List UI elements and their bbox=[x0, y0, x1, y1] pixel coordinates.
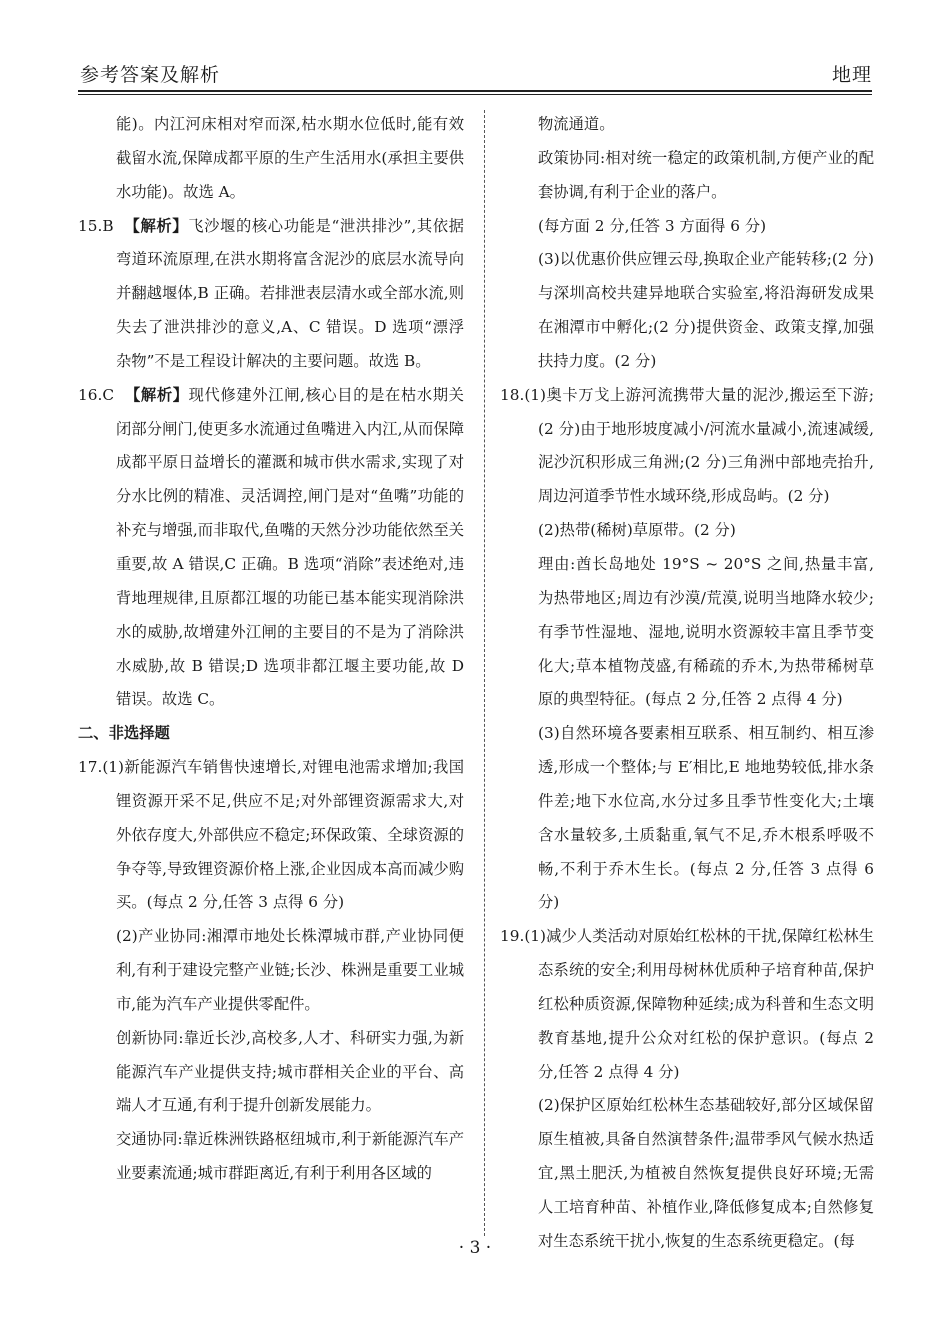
answer-19-part2: (2)保护区原始红松林生态基础较好,部分区域保留原生植被,具备自然演替条件;温带季风气候水热适宜,黑土肥沃,为植被自然恢复提供良好环境;无需人工培育种苗、补植作业,降低修复成本;自然修复对生态系统干扰小,恢复的生态系统更稳定。(每 bbox=[538, 1096, 874, 1250]
answer-16: 16.C 【解析】现代修建外江闸,核心目的是在枯水期关闭部分闸门,使更多水流通过鱼嘴进入内江,从而保障成都平原日益增长的灌溉和城市供水需求,实现了对分水比例的精准、灵活调控,闸门是对“鱼嘴”功能的补充与增强,而非取代,鱼嘴的天然分沙功能依然至关重要,故 A 错误,C 正确。B 选项“消除”表述绝对,违背地理规律,且原都江堰的功能已基本能实现消除洪水的威胁,故增建外江闸的主要目的不是为了消除洪水威胁,故 B 错误;D 选项非都江堰主要功能,故 D 错误。故选 C。 bbox=[78, 385, 464, 709]
answer-15: 15.B 【解析】飞沙堰的核心功能是“泄洪排沙”,其依据弯道环流原理,在洪水期将富含泥沙的底层水流导向并翻越堰体,B 正确。若排泄表层清水或全部水流,则失去了泄洪排沙的意义,A、C 错误。D 选项“漂浮杂物”不是工程设计解决的主要问题。故选 B。 bbox=[78, 216, 464, 370]
answer-17-part3: (3)以优惠价供应锂云母,换取企业产能转移;(2 分)与深圳高校共建异地联合实验室,将沿海研发成果在湘潭市中孵化;(2 分)提供资金、政策支撑,加强扶持力度。(2 分) bbox=[538, 250, 874, 370]
header-rule-thin bbox=[78, 94, 872, 95]
answer-18-part2: (2)热带(稀树)草原带。(2 分) bbox=[538, 521, 736, 540]
page-header bbox=[78, 56, 872, 92]
header-subject: 地理 bbox=[831, 64, 872, 86]
answer-18-part3: (3)自然环境各要素相互联系、相互制约、相互渗透,形成一个整体;与 E′相比,E 地地势较低,排水条件差;地下水位高,水分过多且季节性变化大;土壤含水量较多,土质黏重,氧气不足,乔木根系呼吸不畅,不利于乔木生长。(每点 2 分,任答 3 点得 6 分) bbox=[538, 724, 874, 912]
answer-18-reason: 理由:酋长岛地处 19°S ~ 20°S 之间,热量丰富,为热带地区;周边有沙漠/荒漠,说明当地降水较少;有季节性湿地、湿地,说明水资源较丰富且季节变化大;草本植物茂盛,有稀疏的乔木,为热带稀树草原的典型特征。(每点 2 分,任答 2 点得 4 分) bbox=[538, 554, 874, 709]
page-number: · 3 · bbox=[458, 1238, 492, 1258]
section-heading: 二、非选择题 bbox=[78, 724, 170, 743]
answer-18-part1: 18.(1)奥卡万戈上游河流携带大量的泥沙,搬运至下游;(2 分)由于地形坡度减小/河流水量减小,流速减缓,泥沙沉积形成三角洲;(2 分)三角洲中部地壳抬升,周边河道季节性水域环绕,形成岛屿。(2 分) bbox=[500, 385, 874, 506]
answer-17-innovation: 创新协同:靠近长沙,高校多,人才、科研实力强,为新能源汽车产业提供支持;城市群相关企业的平台、高端人才互通,有利于提升创新发展能力。 bbox=[116, 1028, 464, 1115]
answer-17-part2: (2)产业协同:湘潭市地处长株潭城市群,产业协同便利,有利于建设完整产业链;长沙、株洲是重要工业城市,能为汽车产业提供零配件。 bbox=[116, 927, 464, 1013]
answer-14-continuation: 能)。内江河床相对窄而深,枯水期水位低时,能有效截留水流,保障成都平原的生产生活用水(承担主要供水功能)。故选 A。 bbox=[116, 115, 464, 201]
header-title: 参考答案及解析 bbox=[80, 64, 221, 86]
left-column bbox=[78, 108, 464, 1191]
answer-17-transport-end: 物流通道。 bbox=[538, 115, 615, 133]
header-rule-thick bbox=[78, 90, 872, 92]
column-divider bbox=[484, 110, 485, 1236]
answer-17-part1: 17.(1)新能源汽车销售快速增长,对锂电池需求增加;我国锂资源开采不足,供应不足;对外部锂资源需求大,对外依存度大,外部供应不稳定;环保政策、全球资源的争夺等,导致锂资源价格上涨,企业因成本高而减少购买。(每点 2 分,任答 3 点得 6 分) bbox=[78, 758, 464, 912]
answer-17-scoring: (每方面 2 分,任答 3 方面得 6 分) bbox=[538, 216, 767, 235]
answer-17-policy: 政策协同:相对统一稳定的政策机制,方便产业的配套协调,有利于企业的落户。 bbox=[538, 148, 874, 201]
answer-17-transport: 交通协同:靠近株洲铁路枢纽城市,利于新能源汽车产业要素流通;城市群距离近,有利于利用各区域的 bbox=[116, 1130, 464, 1183]
right-column bbox=[500, 108, 874, 1259]
answer-19-part1: 19.(1)减少人类活动对原始红松林的干扰,保障红松林生态系统的安全;利用母树林优质种子培育种苗,保护红松种质资源,保障物种延续;成为科普和生态文明教育基地,提升公众对红松的保护意识。(每点 2 分,任答 2 点得 4 分) bbox=[500, 927, 874, 1081]
